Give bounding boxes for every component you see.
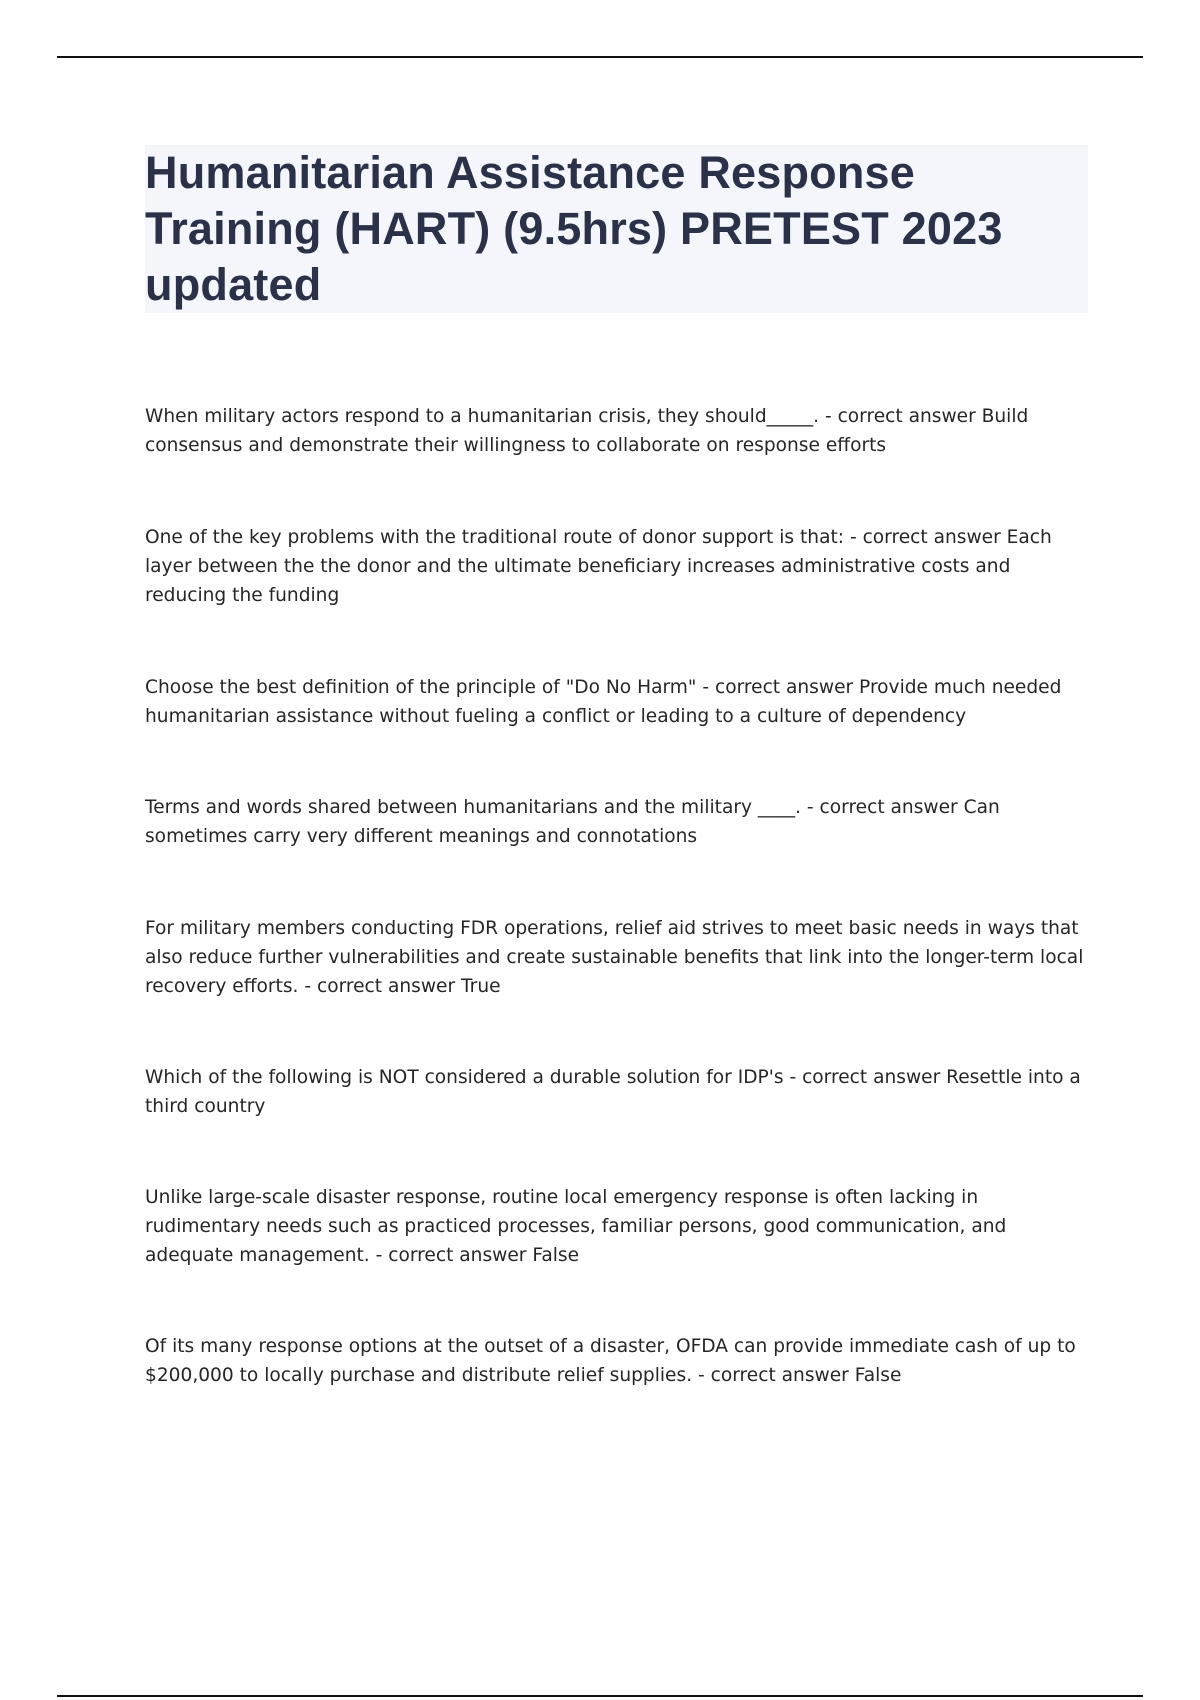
question-item: Choose the best definition of the principle of "Do No Harm" - correct answer Provide much needed humanitarian assistance without fueling a conflict or leading to a culture of dependency: [145, 677, 1062, 727]
question-item: Terms and words shared between humanitarians and the military ____. - correct answer Can sometimes carry very different meanings and connotations: [145, 797, 1000, 847]
question-item: When military actors respond to a humanitarian crisis, they should_____. - correct answer Build consensus and demonstrate their willingness to collaborate on response efforts: [145, 406, 1029, 456]
question-item: One of the key problems with the traditional route of donor support is that: - correct answer Each layer between the the donor and the ultimate beneficiary increases administrative costs and reducing the funding: [145, 527, 1052, 606]
question-item: Unlike large-scale disaster response, routine local emergency response is often lacking in rudimentary needs such as practiced processes, familiar persons, good communication, and adequate management. - correct answer False: [145, 1187, 1007, 1266]
document-title: Humanitarian Assistance Response Training (HART) (9.5hrs) PRETEST 2023 updated: [145, 147, 1003, 310]
question-item: Of its many response options at the outset of a disaster, OFDA can provide immediate cash of up to $200,000 to locally purchase and distribute relief supplies. - correct answer False: [145, 1336, 1076, 1386]
question-item: Which of the following is NOT considered a durable solution for IDP's - correct answer Resettle into a third country: [145, 1067, 1081, 1117]
bottom-rule: [57, 1695, 1143, 1697]
title-banner: [145, 145, 1088, 313]
question-item: For military members conducting FDR operations, relief aid strives to meet basic needs in ways that also reduce further vulnerabilities and create sustainable benefits that link into the longer-term local recovery efforts. - correct answer True: [145, 918, 1084, 997]
top-rule: [57, 56, 1143, 58]
